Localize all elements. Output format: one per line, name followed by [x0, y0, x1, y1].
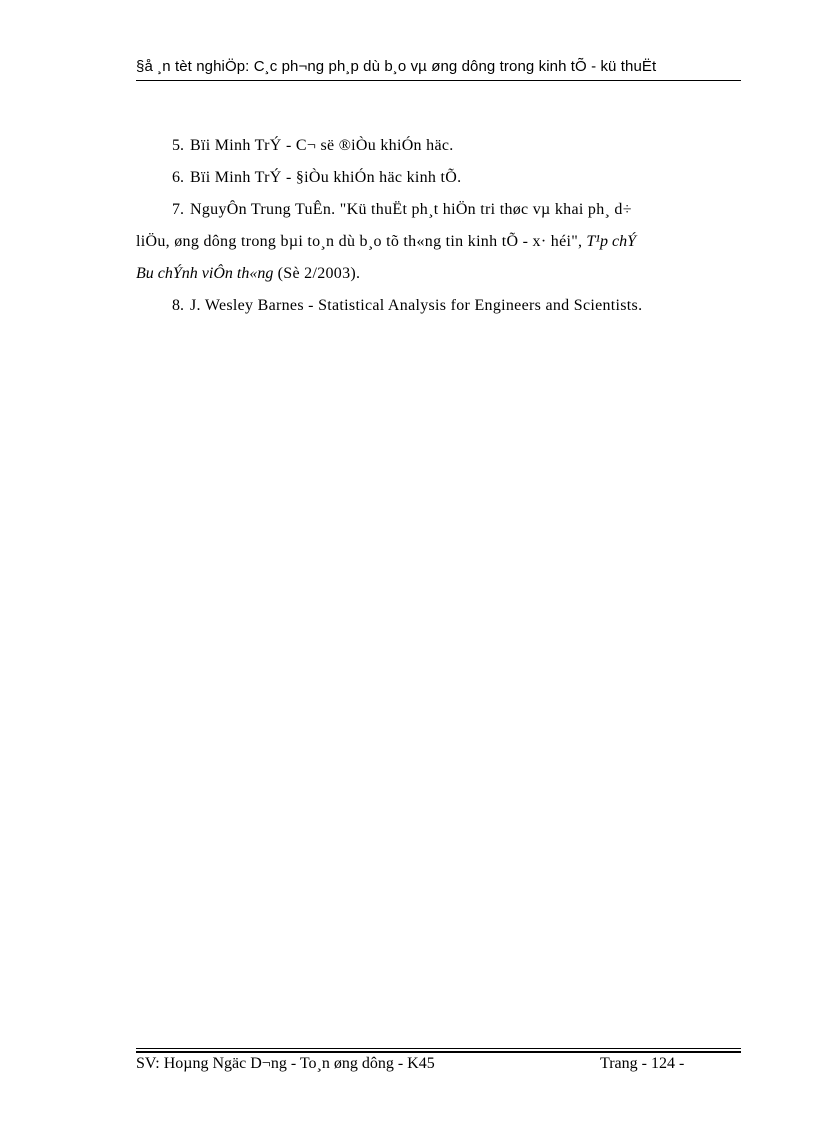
footer-rule-thin: [136, 1048, 741, 1049]
reference-text: liÖu, øng dông trong bµi to¸n dù b¸o tõ th«ng tin kinh tÕ - x· héi",: [136, 233, 583, 250]
reference-list: [136, 130, 736, 322]
reference-number: 5.: [172, 137, 184, 154]
reference-number: 7.: [172, 201, 184, 218]
reference-item-7: [136, 194, 736, 290]
footer-rule-thick: [136, 1051, 741, 1053]
reference-line-1: [136, 194, 736, 226]
reference-text: Bïi Minh TrÝ - §iÒu khiÓn häc kinh tÕ.: [190, 169, 462, 186]
reference-line-3: [136, 258, 736, 290]
reference-text: (Sè 2/2003).: [273, 265, 361, 282]
reference-item-5: [136, 130, 736, 162]
reference-text: NguyÔn Trung TuÊn. "Kü thuËt ph¸t hiÖn tri thøc vµ khai ph¸ d÷: [190, 201, 632, 218]
reference-item-8: [136, 290, 736, 322]
footer-author: SV: Hoµng Ngäc D¬ng - To¸n øng dông - K45: [136, 1055, 435, 1072]
page-header: [136, 58, 741, 81]
reference-item-6: [136, 162, 736, 194]
reference-number: 6.: [172, 169, 184, 186]
reference-text: Bïi Minh TrÝ - C¬ së ®iÒu khiÓn häc.: [190, 137, 454, 154]
reference-text: J. Wesley Barnes - Statistical Analysis for Engineers and Scientists.: [190, 297, 643, 314]
journal-name-cont: Bu chÝnh viÔn th«ng: [136, 265, 274, 282]
reference-number: 8.: [172, 297, 184, 314]
reference-line-2: [136, 226, 736, 258]
header-title: §å ¸n tèt nghiÖp: C¸c ph¬ng ph¸p dù b¸o vµ øng dông trong kinh tÕ - kü thuËt: [136, 58, 657, 75]
footer-page-number: Trang - 124 -: [600, 1055, 685, 1072]
journal-name: T¹p chÝ: [586, 233, 637, 250]
